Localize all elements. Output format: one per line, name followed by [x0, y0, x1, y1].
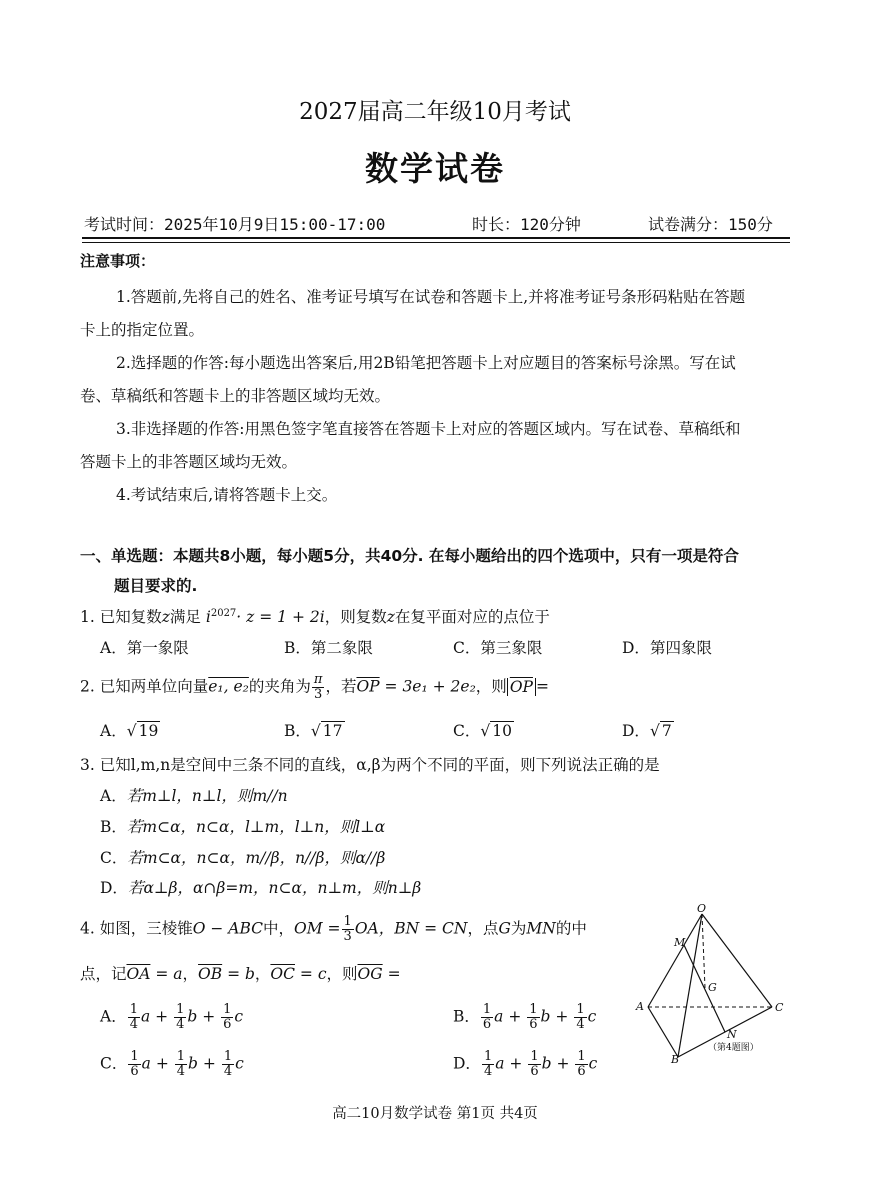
q2-option-b: B．√ 17: [284, 722, 343, 740]
q2-text-post: ，则: [475, 677, 507, 696]
q1-expression: · z = 1 + 2i: [236, 608, 325, 626]
subject-title: 数学试卷: [365, 149, 505, 188]
segment-mn: [684, 945, 725, 1032]
q2-option-c: C．√ 10: [453, 722, 512, 740]
label-n: N: [727, 1028, 737, 1041]
q2-op-vector: $\overline{OP}$: [356, 677, 380, 696]
question-1: [80, 605, 550, 627]
q2-expression: = 3e₁ + 2e₂: [379, 677, 476, 696]
q4-option-d: D． $\frac{1}{4}$ a + $\frac{1}{6}$ b + $\frac{1}{6}$ c: [453, 1049, 598, 1079]
question-4-line2: 点，记$\overline{OA} = a$，$\overline{OB} = b$，$\overline{OC} = c$，则$\overline{OG}$ =: [80, 965, 401, 983]
notice-item-1-line1: 1.答题前,先将自己的姓名、准考证号填写在试卷和答题卡上,并将准考证号条形码粘贴在答题: [116, 288, 746, 306]
q1-text-pre: 已知复数: [99, 608, 162, 626]
q4-option-b: B． $\frac{1}{6}$ a + $\frac{1}{6}$ b + $\frac{1}{4}$ c: [453, 1002, 597, 1032]
figure-caption: （第4题图）: [708, 1043, 759, 1053]
label-o: O: [697, 902, 707, 915]
exam-time: 考试时间：2025年10月9日15:00-17:00: [84, 215, 386, 234]
q2-option-d: D．√ 7: [622, 722, 672, 740]
q1-text-post2: 在复平面对应的点位于: [394, 608, 550, 626]
notice-item-1-line2: 卡上的指定位置。: [80, 321, 205, 339]
exam-duration: 时长：120分钟: [472, 215, 581, 234]
notice-item-3-line1: 3.非选择题的作答:用黑色签字笔直接答在答题卡上对应的答题区域内。写在试卷、草稿纸和: [116, 420, 741, 438]
notice-item-2-line1: 2.选择题的作答:每小题选出答案后,用2B铅笔把答题卡上对应题目的答案标号涂黑。写在试: [116, 354, 736, 372]
label-m: M: [674, 936, 686, 949]
q2-abs-value: $\overline{OP}$: [507, 678, 536, 696]
q4-option-a: A． $\frac{1}{4}$ a + $\frac{1}{4}$ b + $\frac{1}{6}$ c: [100, 1002, 244, 1032]
q1-option-b: B．第二象限: [284, 639, 373, 657]
page-footer: 高二10月数学试卷 第1页 共4页: [332, 1106, 538, 1122]
q2-angle-fraction: $\frac{\pi}{3}$: [313, 672, 323, 702]
q2-option-a: A．√ 19: [100, 722, 159, 740]
q1-number: 1.: [80, 608, 95, 626]
label-b: B: [671, 1053, 680, 1066]
q2-number: 2.: [80, 677, 95, 696]
q3-option-b: B．若m⊂α，n⊂α，l⊥m，l⊥n，则l⊥α: [100, 818, 386, 836]
label-g: G: [708, 981, 717, 994]
notice-heading: 注意事项：: [80, 252, 156, 270]
q1-text-post: ，则复数: [324, 608, 387, 626]
full-score: 试卷满分：150分: [648, 215, 773, 234]
q2-text-pre: 已知两单位向量: [99, 677, 209, 696]
section-heading-line1: 一、单选题：本题共8小题，每小题5分，共40分. 在每小题给出的四个选项中，只有一项是符合: [80, 547, 739, 565]
question-4: 4. 如图，三棱锥O − ABC中，OM = $\frac{1}{3}$ OA，BN = CN，点G为MN的中: [80, 914, 587, 944]
q1-base: i: [205, 608, 211, 626]
segment-og-hidden: [702, 914, 705, 988]
edge-ab: [648, 1007, 678, 1057]
label-c: C: [775, 1001, 784, 1014]
q1-option-c: C．第三象限: [453, 639, 543, 657]
q1-text-mid: 满足: [169, 608, 201, 626]
question-2: [80, 673, 549, 702]
section-heading-line2: 题目要求的.: [114, 577, 198, 595]
q2-vectors: e₁, e₂: [208, 677, 249, 696]
q2-text-mid: 的夹角为: [248, 677, 311, 696]
header-rule-thin: [82, 242, 790, 243]
q2-text-mid2: ，若: [325, 677, 357, 696]
notice-item-4: 4.考试结束后,请将答题卡上交。: [116, 486, 338, 504]
q3-option-c: C．若m⊂α，n⊂α，m//β，n//β，则α//β: [100, 849, 386, 867]
q4-option-c: C． $\frac{1}{6}$ a + $\frac{1}{4}$ b + $\frac{1}{4}$ c: [100, 1049, 244, 1079]
notice-item-2-line2: 卷、草稿纸和答题卡上的非答题区域均无效。: [80, 387, 391, 405]
q2-equals: =: [535, 677, 549, 696]
q1-option-d: D．第四象限: [622, 639, 712, 657]
q1-z2: z: [386, 608, 395, 626]
q3-option-a: A．若m⊥l，n⊥l，则m//n: [100, 787, 288, 805]
header-rule-thick: [82, 237, 790, 239]
exam-title: 2027届高二年级10月考试: [299, 99, 571, 125]
tetrahedron-figure: [630, 900, 800, 1070]
q1-exponent: 2027: [210, 607, 237, 619]
notice-item-3-line2: 答题卡上的非答题区域均无效。: [80, 453, 298, 471]
label-a: A: [636, 1000, 644, 1013]
q3-option-d: D．若α⊥β，α∩β=m，n⊂α，n⊥m，则n⊥β: [100, 879, 422, 897]
q1-z: z: [161, 608, 170, 626]
question-3: 3. 已知l,m,n是空间中三条不同的直线，α,β为两个不同的平面，则下列说法正确的是: [80, 756, 660, 774]
q1-option-a: A．第一象限: [100, 639, 189, 657]
